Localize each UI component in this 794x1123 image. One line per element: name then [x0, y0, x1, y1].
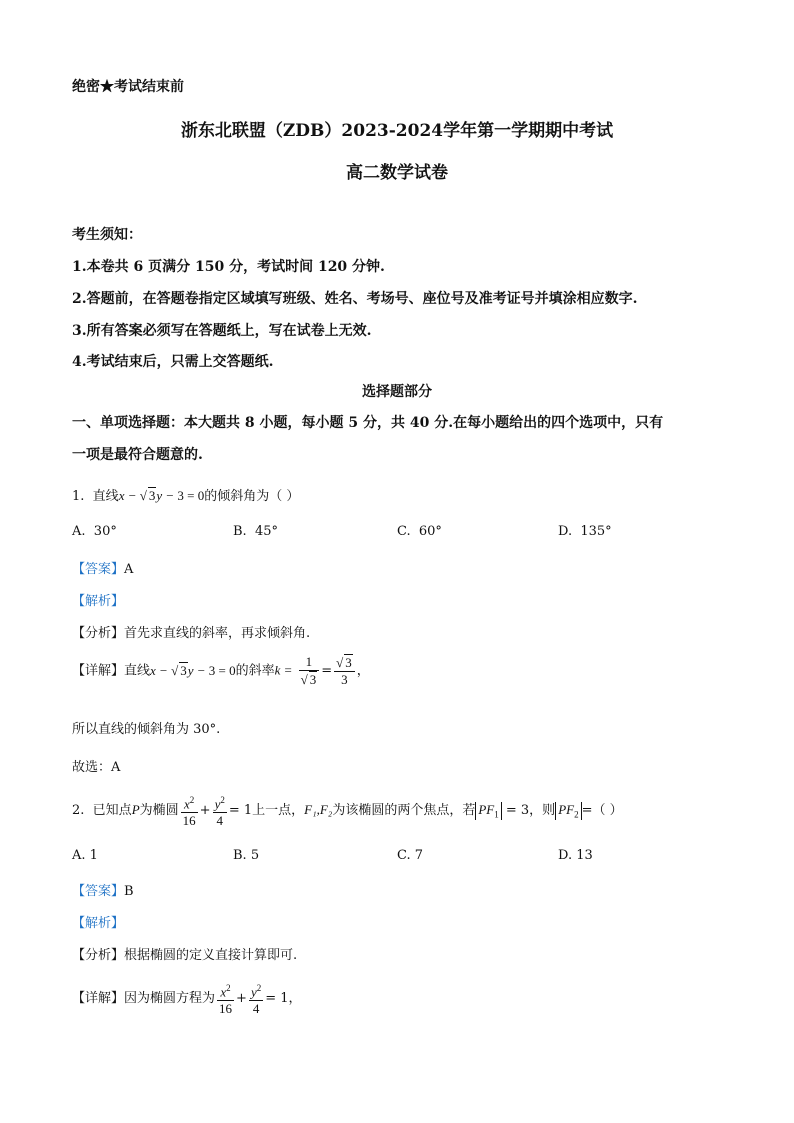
detail-ellipse-y: $\frac{y^2}{4}$ [249, 980, 263, 1017]
exam-subtitle: 高二数学试卷 [346, 163, 448, 183]
ellipse-term-x: $\frac{x^2}{16}$ [181, 792, 198, 829]
ellipse-term-y: $\frac{y^2}{4}$ [213, 792, 227, 829]
detail-tag: 【详解】 [72, 663, 125, 679]
fenxi-line-1 [72, 622, 310, 641]
q1-conclusion: 所以直线的倾斜角为 30°. [72, 722, 221, 737]
notice-item-3: 3.所有答案必须写在答题纸上，写在试卷上无效. [72, 323, 372, 339]
fenxi-line-2: 【分析】根据椭圆的定义直接计算即可. [72, 948, 298, 963]
notice-heading: 考生须知： [72, 227, 142, 243]
q2-option-a[interactable]: A. 1 [72, 848, 98, 863]
q2-option-c[interactable]: C. 7 [397, 848, 424, 863]
detail-line-2: 【详解】因为椭圆方程为 $\frac{x^2}{16}$ + $\frac{y^2}{4}$ = 1， [72, 980, 302, 1017]
option-d[interactable]: D. 135° [558, 524, 612, 539]
pf1-abs: $PF_1$ [475, 802, 501, 820]
slope-fraction-2: $\frac{√ 3}{3}$ [334, 654, 355, 688]
section-instruction-2: 一项是最符合题意的. [72, 447, 203, 463]
q1-choice: 故选：A [72, 760, 121, 775]
analysis-tag-2: 【解析】 [72, 916, 125, 931]
fenxi-tag: 【分析】 [72, 626, 125, 641]
foci-symbols: F₁,F₂ [304, 802, 333, 818]
answer-line-2: 【答案】B [72, 884, 134, 899]
pf2-abs: $PF_2$ [555, 802, 581, 820]
option-c[interactable]: C. 60° [397, 524, 442, 539]
point-p: P [131, 802, 140, 818]
slope-symbol: k = [274, 662, 293, 678]
notice-item-1: 1.本卷共 6 页满分 150 分，考试时间 120 分钟. [72, 259, 385, 275]
slope-fraction-1: $\frac{1}{√ 3}$ [299, 654, 320, 688]
q2-option-d[interactable]: D. 13 [558, 848, 593, 863]
q2-option-b[interactable]: B. 5 [233, 848, 260, 863]
answer-value: A [124, 562, 134, 577]
detail-equation: x − √ 3y − 3 = 0 [150, 662, 236, 678]
secret-label: 绝密★考试结束前 [72, 79, 184, 95]
question-stem-pre: 直线 [92, 489, 119, 504]
question-stem-post: 的倾斜角为（ ） [204, 489, 300, 504]
option-b[interactable]: B. 45° [233, 524, 278, 539]
line-equation: x − √ 3y − 3 = 0 [118, 488, 205, 503]
question-2: 2. 已知点P为椭圆 $\frac{x^2}{16}$ + $\frac{y^2}{4}$ = 1上一点，F₁,F₂为该椭圆的两个焦点，若 $PF_1 = 3$，则 $PF_2$ =（ ） [72, 792, 623, 829]
answer-tag: 【答案】 [72, 562, 125, 577]
section-name: 选择题部分 [362, 384, 432, 400]
option-a[interactable]: A. 30° [72, 524, 117, 539]
fenxi-text: 首先求直线的斜率，再求倾斜角. [124, 626, 311, 641]
detail-ellipse-x: $\frac{x^2}{16}$ [217, 980, 234, 1017]
question-1 [72, 485, 299, 504]
answer-line-1 [72, 558, 133, 577]
notice-item-4: 4.考试结束后，只需上交答题纸. [72, 354, 274, 370]
detail-line-1: 【详解】直线x − √ 3y − 3 = 0的斜率k = $\frac{1}{√ 3}$ = $\frac{√ 3}{3}$ ， [72, 654, 370, 687]
notice-item-2: 2.答题前，在答题卷指定区域填写班级、姓名、考场号、座位号及准考证号并填涂相应数字. [72, 291, 638, 307]
question-number: 1. [72, 489, 85, 504]
analysis-tag: 【解析】 [72, 594, 125, 609]
section-instruction-1: 一、单项选择题：本大题共 8 小题，每小题 5 分，共 40 分.在每小题给出的四个选项中，只有 [72, 415, 664, 431]
exam-title: 浙东北联盟（ZDB）2023-2024学年第一学期期中考试 [180, 121, 614, 141]
